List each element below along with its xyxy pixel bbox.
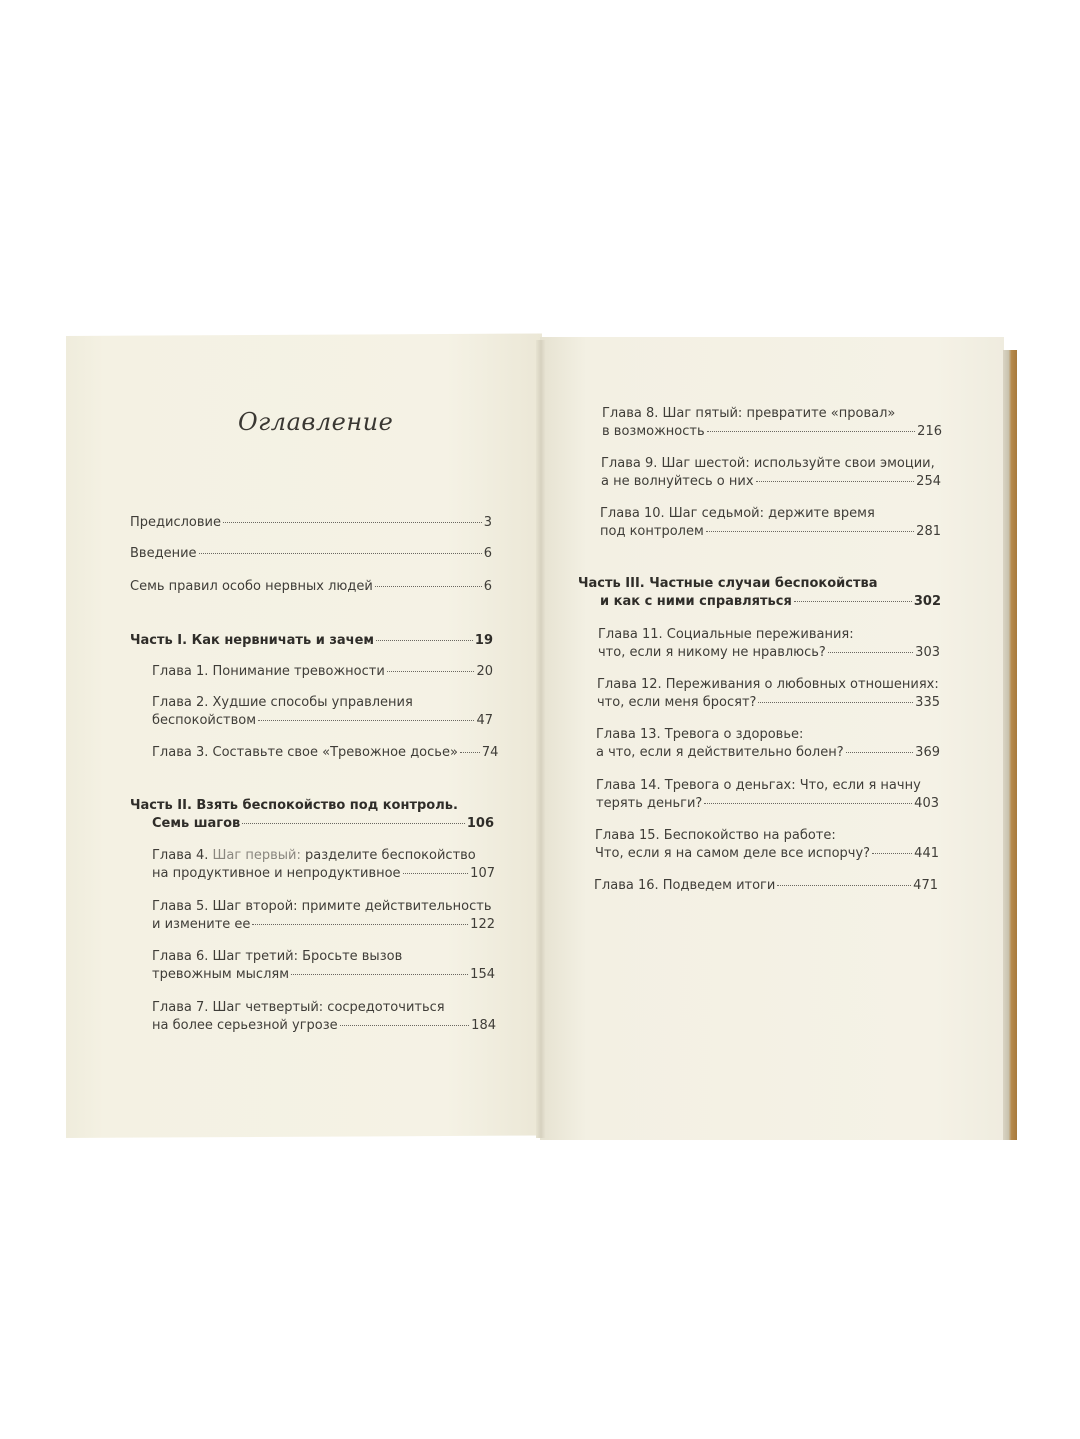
entry-text: Предисловие	[130, 515, 221, 530]
toc-entry	[152, 744, 499, 762]
toc-entry	[594, 877, 938, 895]
toc-entry	[152, 999, 496, 1035]
entry-line1: Часть III. Частные случаи беспокойства	[578, 576, 878, 591]
entry-page: 20	[476, 664, 493, 679]
entry-page: 441	[914, 846, 939, 861]
toc-entry	[130, 514, 492, 532]
toc-entry	[152, 663, 493, 681]
entry-text: Глава 3. Составьте свое «Тревожное досье»	[152, 745, 458, 760]
entry-page: 19	[474, 633, 493, 648]
entry-page: 106	[466, 816, 494, 831]
entry-page: 369	[915, 745, 940, 760]
entry-line1: Глава 14. Тревога о деньгах: Что, если я начну	[596, 778, 921, 793]
entry-page: 122	[470, 917, 495, 932]
entry-page: 47	[476, 713, 493, 728]
toc-entry	[600, 505, 941, 541]
page-edge	[1003, 350, 1017, 1140]
entry-page: 216	[917, 424, 942, 439]
toc-entry	[598, 626, 940, 662]
toc-entry	[602, 405, 942, 441]
entry-page: 3	[483, 515, 492, 530]
entry-page: 6	[483, 546, 492, 561]
entry-text: и измените ее	[152, 917, 251, 932]
entry-line1: Глава 11. Социальные переживания:	[598, 627, 854, 642]
entry-text: Глава 16. Подведем итоги	[594, 878, 776, 893]
entry-line1: Глава 6. Шаг третий: Бросьте вызов	[152, 949, 403, 964]
entry-page: 335	[915, 695, 940, 710]
entry-text: Введение	[130, 546, 197, 561]
entry-page: 254	[916, 474, 941, 489]
toc-entry	[601, 455, 941, 491]
entry-text: что, если я никому не нравлюсь?	[598, 645, 826, 660]
toc-part-entry	[130, 632, 493, 650]
entry-text: под контролем	[600, 524, 704, 539]
entry-text: а что, если я действительно болен?	[596, 745, 844, 760]
entry-line1: Глава 12. Переживания о любовных отношениях:	[597, 677, 939, 692]
toc-entry	[595, 827, 939, 863]
entry-line1: Глава 7. Шаг четвертый: сосредоточиться	[152, 1000, 445, 1015]
entry-line1: Глава 8. Шаг пятый: превратите «провал»	[602, 406, 896, 421]
toc-entry	[152, 948, 495, 984]
entry-line1-a: Глава 4.	[152, 848, 213, 863]
entry-text: терять деньги?	[596, 796, 703, 811]
entry-page: 403	[914, 796, 939, 811]
book-gutter	[536, 340, 546, 1138]
toc-entry	[130, 578, 492, 596]
entry-text: а не волнуйтесь о них	[601, 474, 754, 489]
entry-page: 303	[915, 645, 940, 660]
entry-line1: Глава 5. Шаг второй: примите действительность	[152, 899, 492, 914]
entry-line1: Глава 10. Шаг седьмой: держите время	[600, 506, 875, 521]
entry-line1: Часть II. Взять беспокойство под контроль.	[130, 798, 458, 813]
entry-page: 302	[913, 594, 941, 609]
entry-text: тревожным мыслям	[152, 967, 290, 982]
entry-line1: Глава 13. Тревога о здоровье:	[596, 727, 804, 742]
entry-text: Семь шагов	[152, 816, 241, 831]
toc-entry	[152, 898, 495, 934]
entry-text: на более серьезной угрозе	[152, 1018, 338, 1033]
entry-line1-b: Шаг первый:	[212, 848, 301, 863]
toc-part-entry	[578, 575, 941, 611]
entry-line1: Глава 15. Беспокойство на работе:	[595, 828, 836, 843]
toc-entry	[596, 777, 939, 813]
toc-entry	[152, 847, 495, 883]
toc-entry	[597, 676, 940, 712]
entry-line1: Глава 2. Худшие способы управления	[152, 695, 413, 710]
entry-page: 281	[916, 524, 941, 539]
toc-entry	[130, 545, 492, 563]
entry-text: беспокойством	[152, 713, 257, 728]
entry-page: 471	[913, 878, 938, 893]
entry-text: и как с ними справляться	[600, 594, 792, 609]
entry-page: 154	[470, 967, 495, 982]
entry-text: Часть I. Как нервничать и зачем	[130, 633, 375, 648]
toc-entry	[596, 726, 940, 762]
entry-page: 184	[471, 1018, 496, 1033]
entry-text: что, если меня бросят?	[597, 695, 757, 710]
entry-text: на продуктивное и непродуктивное	[152, 866, 401, 881]
entry-page: 6	[483, 579, 492, 594]
entry-page: 74	[481, 745, 499, 760]
entry-page: 107	[470, 866, 495, 881]
entry-text: в возможность	[602, 424, 705, 439]
entry-line1: Глава 9. Шаг шестой: используйте свои эмоции,	[601, 456, 935, 471]
toc-part-entry	[130, 797, 494, 833]
toc-entry	[152, 694, 493, 730]
entry-text: Что, если я на самом деле все испорчу?	[595, 846, 871, 861]
toc-title: Оглавление	[238, 408, 394, 436]
entry-text: Семь правил особо нервных людей	[130, 579, 373, 594]
entry-line1-c: разделите беспокойство	[300, 848, 476, 863]
entry-text: Глава 1. Понимание тревожности	[152, 664, 385, 679]
